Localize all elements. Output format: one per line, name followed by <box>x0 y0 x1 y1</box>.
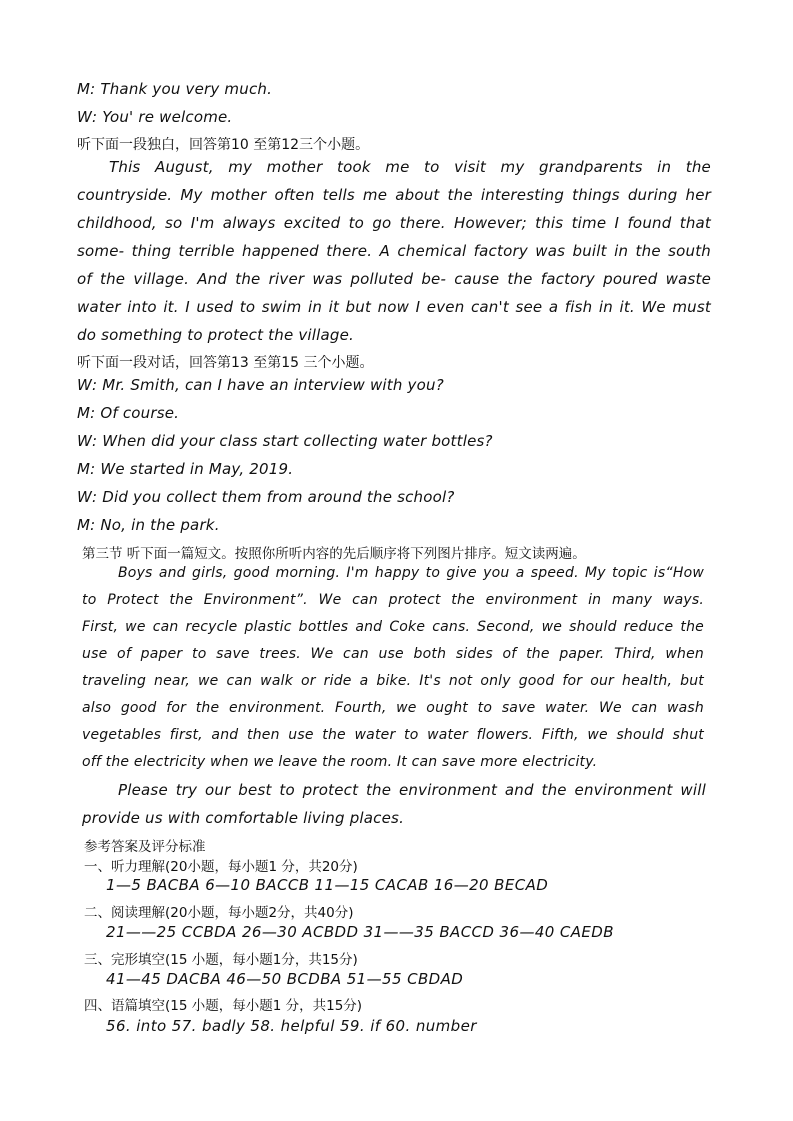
closing-line: provide us with comfortable living places. <box>82 809 405 827</box>
answer-key-line: 1—5 BACBA 6—10 BACCB 11—15 CACAB 16—20 BECAD <box>106 876 549 894</box>
speech-line: to Protect the Environment”. We can protect the environment in many ways. <box>82 592 704 608</box>
dialogue-line: W: When did your class start collecting water bottles? <box>77 432 493 450</box>
monologue-line: of the village. And the river was polluted be- cause the factory poured waste <box>77 270 711 288</box>
speech-line: vegetables first, and then use the water to water flowers. Fifth, we should shut <box>82 727 704 743</box>
monologue-line: some- thing terrible happened there. A chemical factory was built in the south <box>77 242 711 260</box>
answer-key-line: 21——25 CCBDA 26—30 ACBDD 31——35 BACCD 36—40 CAEDB <box>106 923 614 941</box>
dialogue-line: W: Mr. Smith, can I have an interview with you? <box>77 376 444 394</box>
speech-line: First, we can recycle plastic bottles and Coke cans. Second, we should reduce the <box>82 619 704 635</box>
monologue-line: This August, my mother took me to visit my grandparents in the <box>109 158 711 176</box>
dialogue-line: M: Of course. <box>77 404 180 422</box>
dialogue-line: M: We started in May, 2019. <box>77 460 294 478</box>
answer-section-heading: 一、听力理解(20小题，每小题1 分，共20分) <box>84 859 358 875</box>
speech-line: Boys and girls, good morning. I'm happy to give you a speed. My topic is“How <box>118 565 704 581</box>
dialogue-line: M: No, in the park. <box>77 516 220 534</box>
dialogue-line: M: Thank you very much. <box>77 80 273 98</box>
section-instruction: 第三节 听下面一篇短文。按照你所听内容的先后顺序将下列图片排序。短文读两遍。 <box>82 546 586 562</box>
speech-line: off the electricity when we leave the room. It can save more electricity. <box>82 754 598 770</box>
answer-key-line: 41—45 DACBA 46—50 BCDBA 51—55 CBDAD <box>106 970 464 988</box>
closing-line: Please try our best to protect the environment and the environment will <box>118 781 706 799</box>
answer-section-heading: 二、阅读理解(20小题，每小题2分，共40分) <box>84 905 354 921</box>
monologue-line: water into it. I used to swim in it but now I even can't see a fish in it. We must <box>77 298 711 316</box>
monologue-line: do something to protect the village. <box>77 326 355 344</box>
speech-line: use of paper to save trees. We can use both sides of the paper. Third, when <box>82 646 704 662</box>
speech-line: also good for the environment. Fourth, we ought to save water. We can wash <box>82 700 704 716</box>
answers-title: 参考答案及评分标准 <box>84 839 206 855</box>
section-instruction: 听下面一段对话，回答第13 至第15 三个小题。 <box>77 355 374 371</box>
answer-key-line: 56. into 57. badly 58. helpful 59. if 60. number <box>106 1017 477 1035</box>
monologue-line: childhood, so I'm always excited to go there. However; this time I found that <box>77 214 711 232</box>
dialogue-line: W: You' re welcome. <box>77 108 233 126</box>
monologue-line: countryside. My mother often tells me about the interesting things during her <box>77 186 711 204</box>
speech-line: traveling near, we can walk or ride a bike. It's not only good for our health, but <box>82 673 704 689</box>
dialogue-line: W: Did you collect them from around the school? <box>77 488 455 506</box>
answer-section-heading: 三、完形填空(15 小题，每小题1分，共15分) <box>84 952 358 968</box>
answer-section-heading: 四、语篇填空(15 小题，每小题1 分，共15分) <box>84 998 363 1014</box>
section-instruction: 听下面一段独白，回答第10 至第12三个小题。 <box>77 137 370 153</box>
